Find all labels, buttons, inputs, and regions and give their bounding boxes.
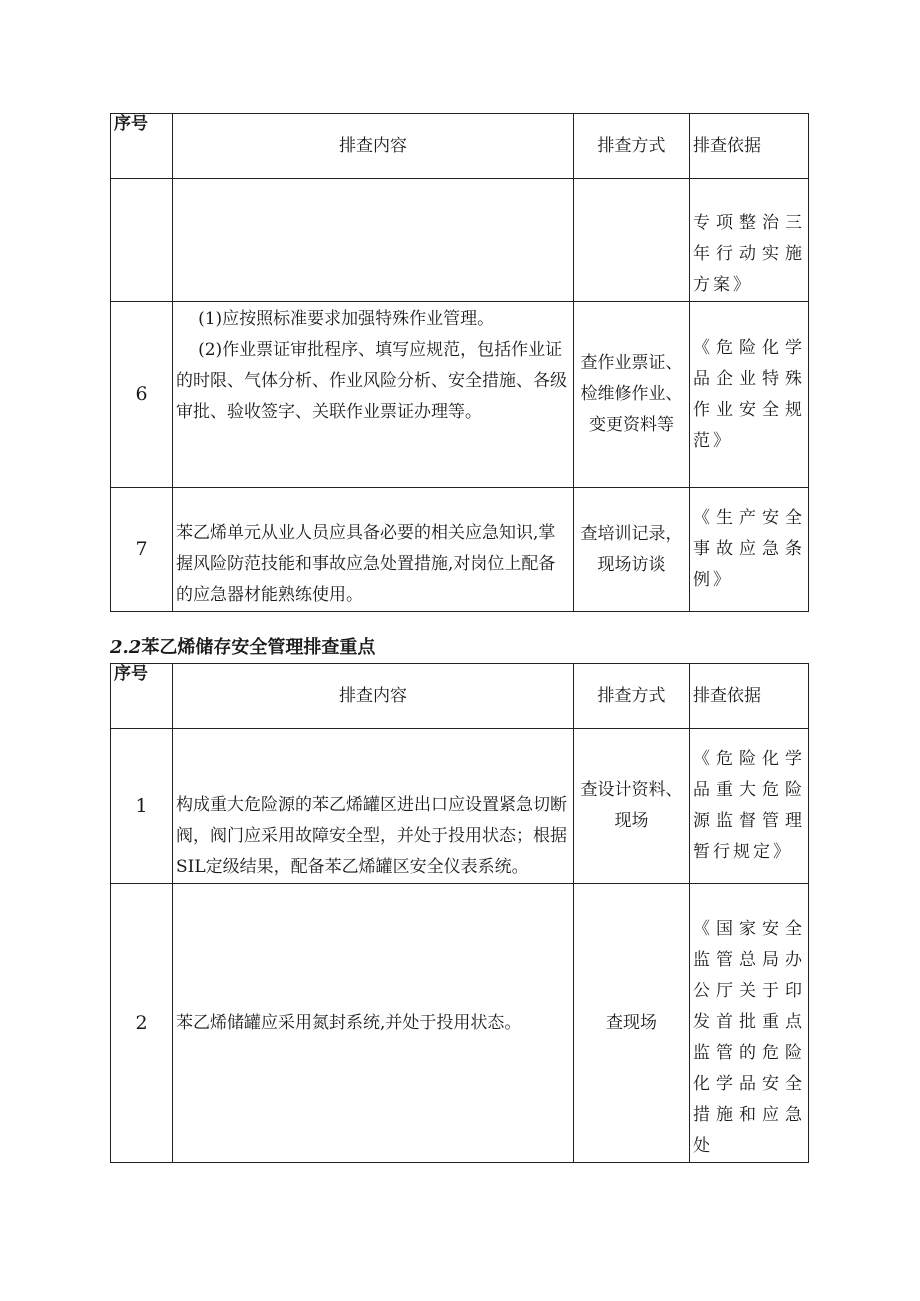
content-paragraph: (2)作业票证审批程序、填写应规范，包括作业证的时限、气体分析、作业风险分析、安全措施、各级审批、验收签字、关联作业票证办理等。 [176,340,567,422]
content-paragraph: 苯乙烯单元从业人员应具备必要的相关应急知识,掌握风险防范技能和事故应急处置措施,对岗位上配备的应急器材能熟练使用。 [176,523,556,605]
content-paragraph: 构成重大危险源的苯乙烯罐区进出口应设置紧急切断阀，阀门应采用故障安全型，并处于投用状态；根据SIL定级结果，配备苯乙烯罐区安全仪表系统。 [176,795,567,877]
row-content [173,884,574,1163]
header-method: 排查方式 [574,114,690,179]
row-method: 查培训记录，现场访谈 [574,488,690,612]
row-basis: 《国家安全监管总局办公厅关于印发首批重点监管的危险化学品安全措施和应急处 [690,884,809,1163]
inspection-table-1 [110,113,809,612]
row-content [173,179,574,302]
row-no [111,179,173,302]
section-heading [110,636,375,660]
row-basis: 《生产安全事故应急条例》 [690,488,809,612]
row-no: 1 [111,729,173,884]
row-no: 6 [111,302,173,488]
row-method [574,179,690,302]
header-method: 排查方式 [574,664,690,729]
row-no: 2 [111,884,173,1163]
section-number: 2.2 [110,637,142,658]
content-paragraph: 苯乙烯储罐应采用氮封系统,并处于投用状态。 [176,1012,522,1033]
row-content [173,729,574,884]
table-row [111,179,809,302]
row-no: 7 [111,488,173,612]
header-basis: 排查依据 [690,664,809,729]
table-row [111,884,809,1163]
row-method: 查作业票证、检维修作业、变更资料等 [574,302,690,488]
header-basis: 排查依据 [690,114,809,179]
row-method: 查设计资料、现场 [574,729,690,884]
table-row [111,302,809,488]
header-content: 排查内容 [173,664,574,729]
inspection-table-2 [110,663,809,1163]
row-content [173,302,574,488]
section-title-text: 苯乙烯储存安全管理排查重点 [141,637,376,658]
header-content: 排查内容 [173,114,574,179]
row-basis: 《危险化学品重大危险源监督管理暂行规定》 [690,729,809,884]
header-no: 序号 [111,664,173,729]
row-basis: 《危险化学品企业特殊作业安全规范》 [690,302,809,488]
table-header-row [111,664,809,729]
row-content [173,488,574,612]
header-no: 序号 [111,114,173,179]
content-paragraph: (1)应按照标准要求加强特殊作业管理。 [198,309,495,329]
table-row [111,488,809,612]
row-method: 查现场 [574,884,690,1163]
table-row [111,729,809,884]
table-header-row [111,114,809,179]
row-basis: 专项整治三年行动实施方案》 [690,179,809,302]
